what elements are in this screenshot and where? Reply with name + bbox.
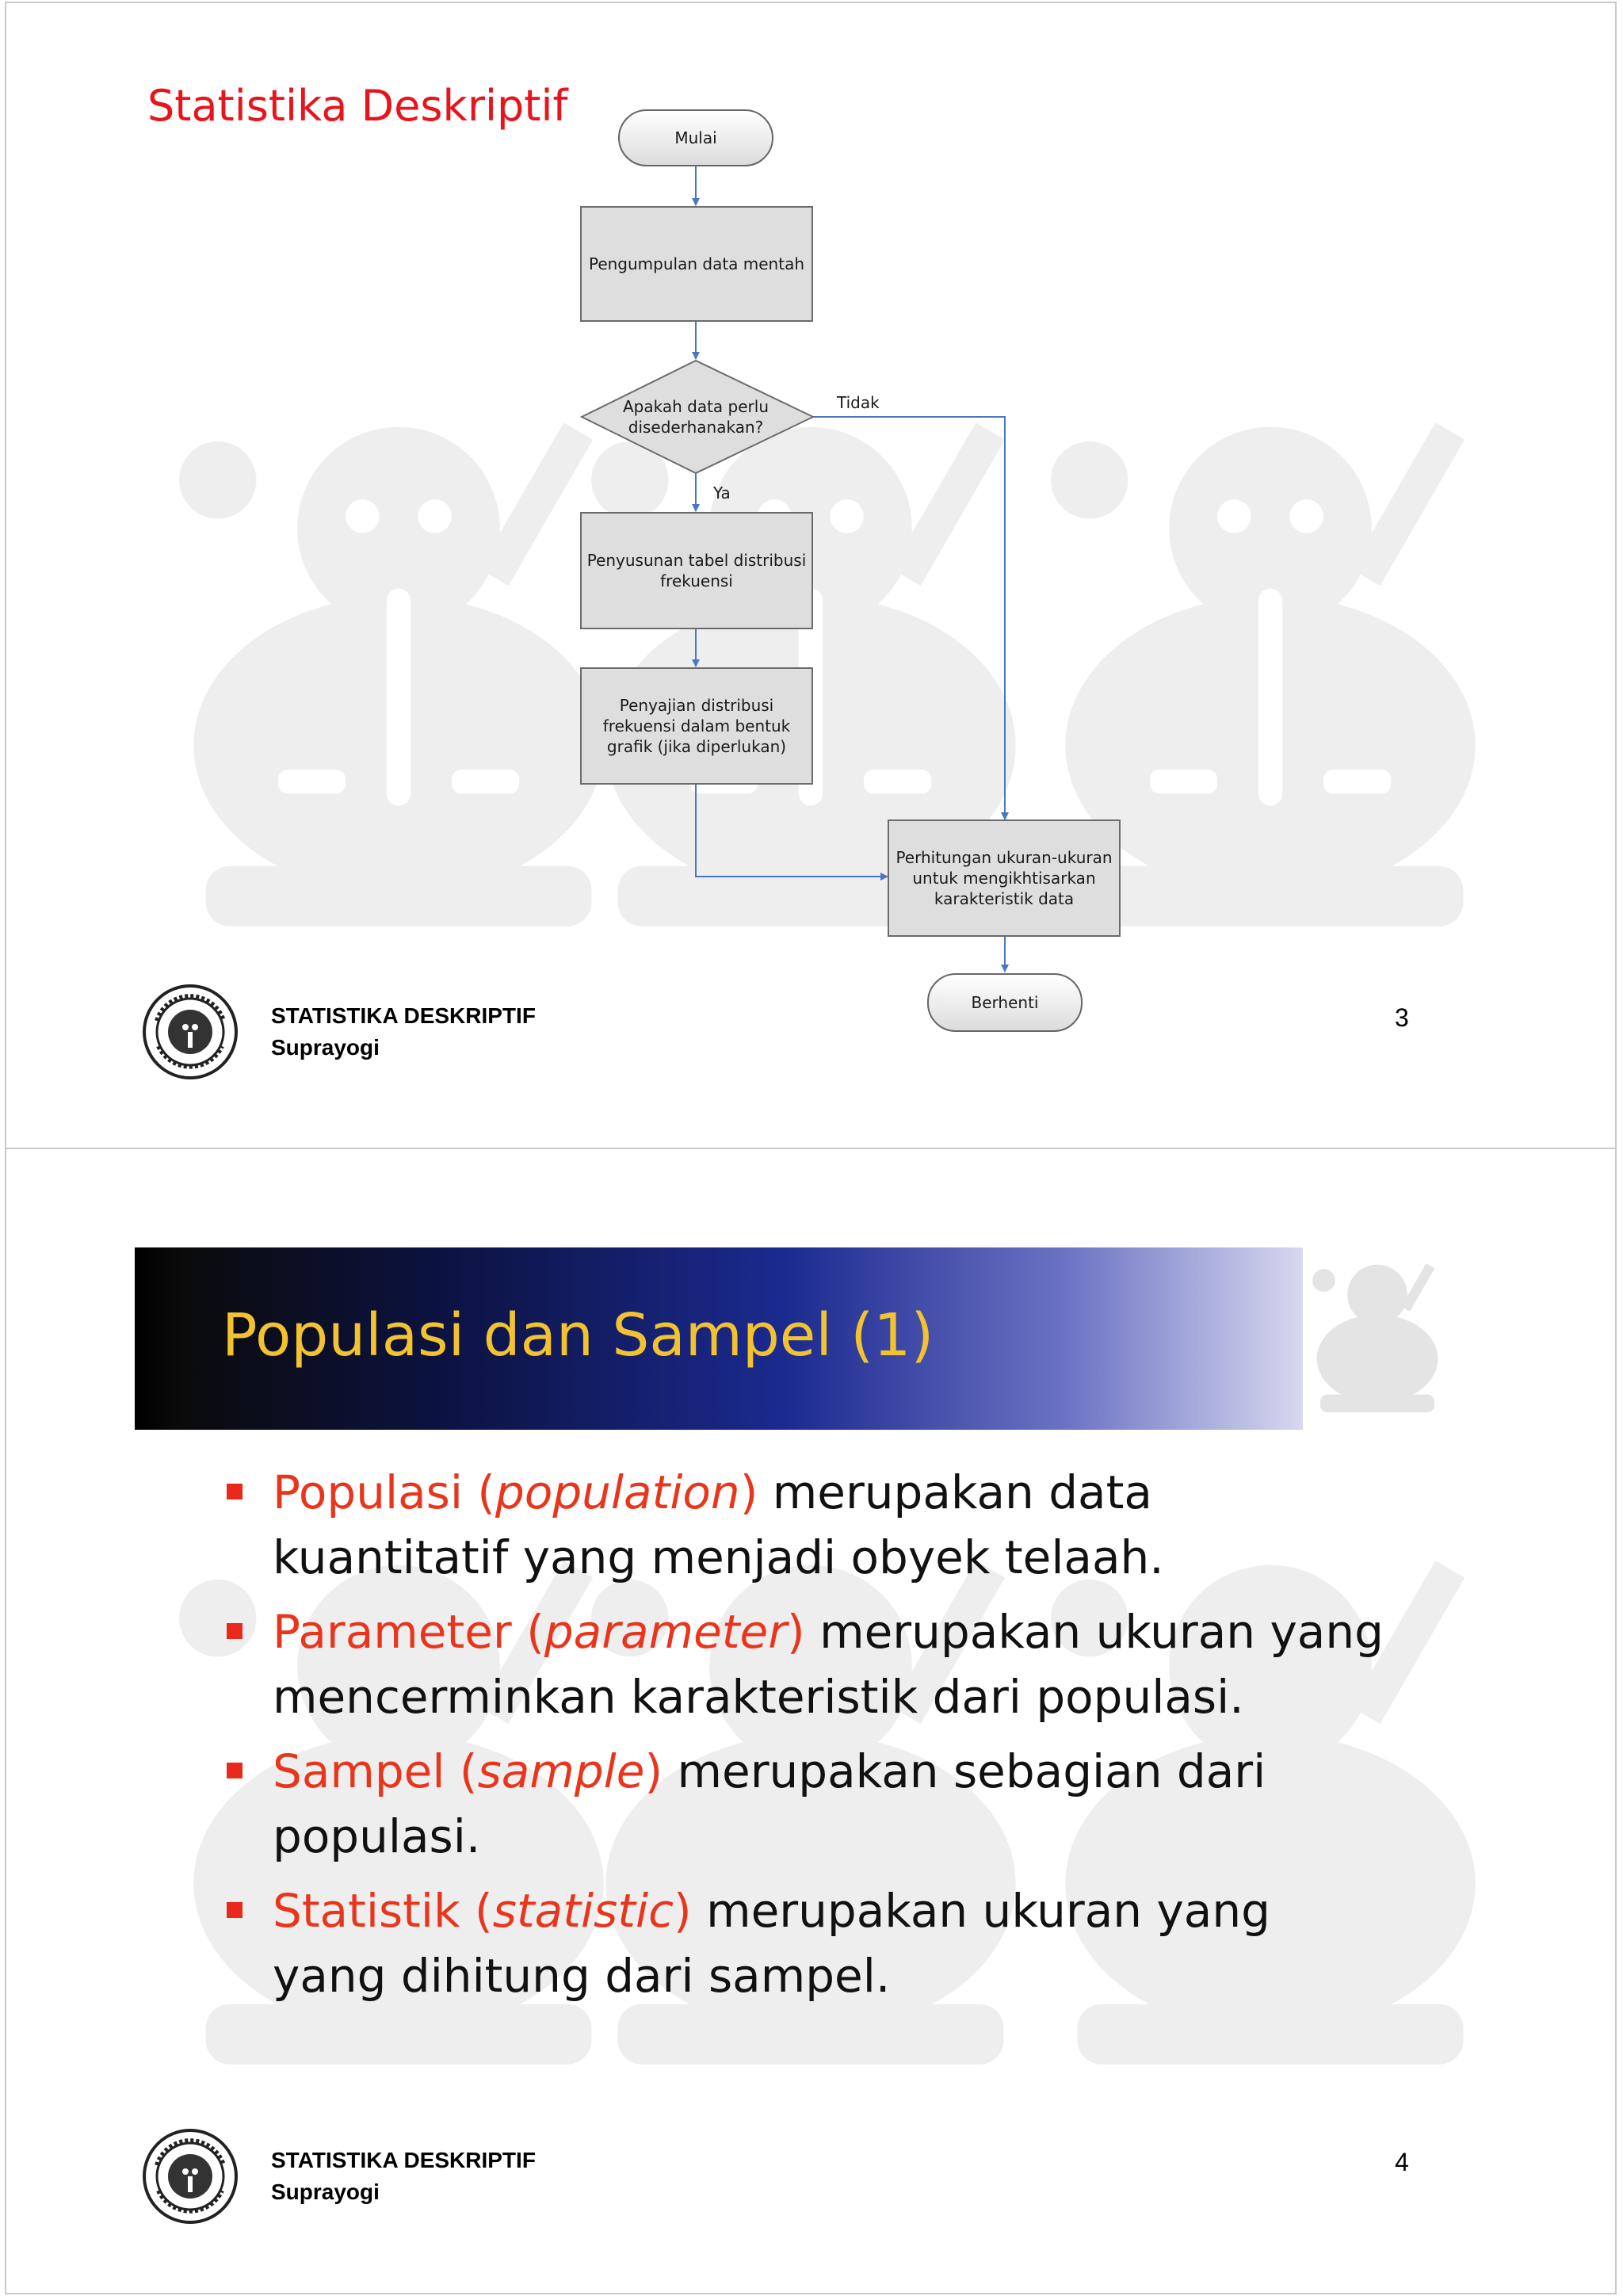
bullet-marker-icon (227, 1902, 242, 1918)
definition: merupakan data kuantitatif yang menjadi obyek telaah. (273, 1465, 1164, 1584)
bullet-item-parameter (220, 1599, 1393, 1729)
footer-title: STATISTIKA DESKRIPTIF (271, 2148, 536, 2172)
bullet-marker-icon (227, 1763, 242, 1778)
slide-4 (5, 1148, 1617, 2294)
end-node: Berhenti (927, 973, 1083, 1032)
definition: merupakan ukuran yang yang dihitung dari sampel. (273, 1884, 1270, 2003)
arrow-decision-no (808, 417, 1005, 819)
bullet-item-sampel (220, 1739, 1393, 1869)
collect-data-step: Pengumpulan data mentah (580, 206, 813, 322)
no-label: Tidak (837, 393, 880, 412)
term: Populasi (population) (273, 1465, 758, 1519)
summary-measures-step: Perhitungan ukuran-ukuran untuk mengikhtisarkan karakteristik data (888, 819, 1121, 937)
bullet-item-statistik (220, 1878, 1393, 2008)
title-banner (135, 1247, 1303, 1430)
term: Sampel (sample) (273, 1744, 663, 1798)
frequency-graph-step: Penyajian distribusi frekuensi dalam bentuk grafik (jika diperlukan) (580, 667, 813, 785)
page-number: 4 (1395, 2148, 1409, 2176)
decision-text: Apakah data perlu disederhanakan? (622, 397, 769, 437)
bullet-marker-icon (227, 1484, 242, 1499)
frequency-table-step: Penyusunan tabel distribusi frekuensi (580, 512, 813, 629)
yes-label: Ya (713, 483, 731, 502)
footer-author: Suprayogi (271, 2179, 380, 2204)
slide-3 (5, 2, 1617, 1149)
itb-logo-icon (141, 983, 239, 1081)
footer-title: STATISTIKA DESKRIPTIF (271, 1003, 536, 1028)
bullet-marker-icon (227, 1623, 242, 1639)
definition: merupakan sebagian dari populasi. (273, 1744, 1266, 1863)
footer-author: Suprayogi (271, 1035, 380, 1060)
bullet-item-populasi (220, 1460, 1393, 1590)
ganesha-corner-icon (1306, 1243, 1449, 1425)
term: Statistik (statistic) (273, 1884, 692, 1938)
term: Parameter (parameter) (273, 1605, 805, 1659)
slide-title: Statistika Deskriptif (147, 81, 568, 131)
slide-title: Populasi dan Sampel (1) (222, 1301, 934, 1370)
definition: merupakan ukuran yang mencerminkan karakteristik dari populasi. (273, 1605, 1384, 1724)
arrow-graph-to-compute (696, 783, 888, 877)
bullet-list (220, 1460, 1393, 2018)
page-number: 3 (1395, 1003, 1409, 1032)
itb-logo-icon (141, 2127, 239, 2225)
start-node: Mulai (618, 109, 773, 166)
